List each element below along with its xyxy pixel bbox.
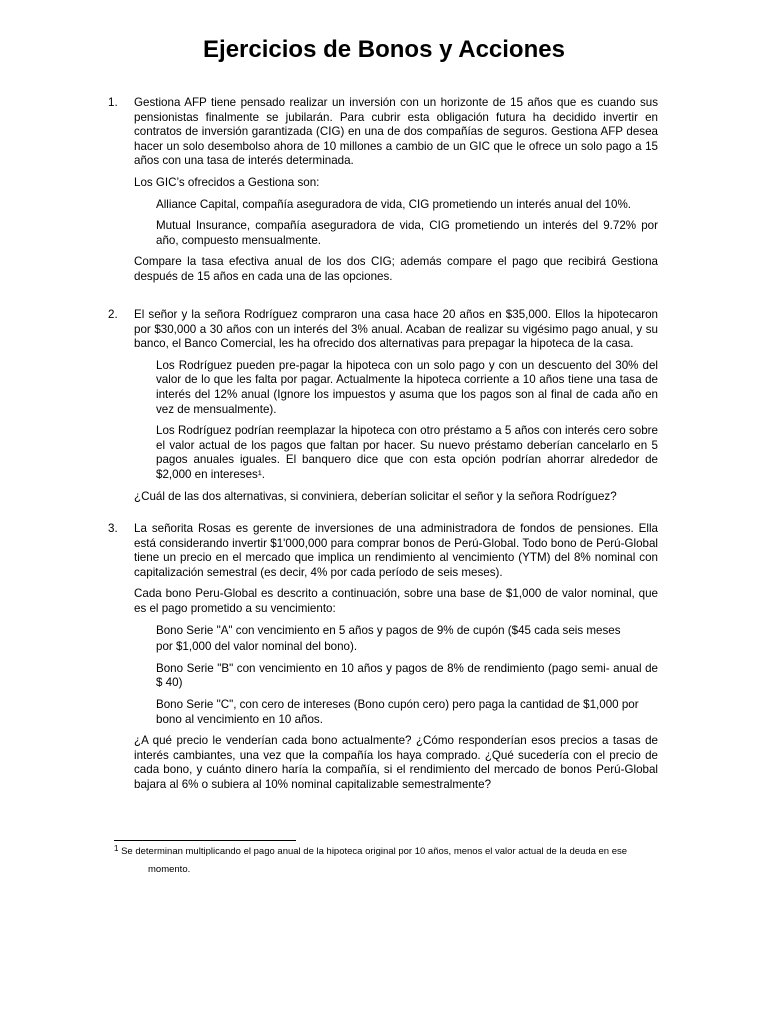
exercise-2-intro: El señor y la señora Rodríguez compraron una casa hace 20 años en $35,000. Ellos la hipotecaron por $30,000 a 30 años con un interés del 3% anual. Acaban de realizar su vigésimo pago anual, y su banco, el Banco Comercial, les ha ofrecido dos alternativas para prepagar la hipoteca de la casa. <box>134 308 658 351</box>
exercise-1-option-2: Mutual Insurance, compañía aseguradora de vida, CIG prometiendo un interés del 9.72% por año, compuesto mensualmente. <box>156 219 658 247</box>
exercise-number: 2. <box>108 308 118 321</box>
exercise-2-option-1: Los Rodríguez pueden pre-pagar la hipoteca con un solo pago y con un descuento del 30% del valor de lo que les falta por pagar. Actualmente la hipoteca corriente a 10 años tiene una tasa de interés del 12% anual (Ignore los impuestos y asuma que los pagos son al final de cada año en vez de mensualmente). <box>156 358 658 416</box>
footnote <box>114 843 674 879</box>
exercise-1-intro: Gestiona AFP tiene pensado realizar un inversión con un horizonte de 15 años que es cuando sus pensionistas finalmente se jubilarán. Para cubrir esta obligación futura ha decidido invertir en contratos de inversión garantizada (CIG) en una de dos compañías de seguros. Gestiona AFP desea hacer un solo desembolso ahora de 10 millones a cambio de un GIC que le ofrece un solo pago a 15 años con una tasa de interés determinada. <box>134 96 658 168</box>
footnote-text-line-2: momento. <box>148 864 191 875</box>
footnote-rule <box>114 840 296 841</box>
exercise-number: 1. <box>108 96 118 109</box>
exercise-2 <box>108 308 668 511</box>
exercise-1-question: Compare la tasa efectiva anual de los dos CIG; además compare el pago que recibirá Gestiona después de 15 años en cada una de las opciones. <box>134 255 658 283</box>
exercise-3-bond-a-line-1: Bono Serie "A" con vencimiento en 5 años y pagos de 9% de cupón ($45 cada seis meses <box>156 623 621 637</box>
exercise-1 <box>108 96 668 292</box>
exercise-3-bond-a-line-2: por $1,000 del valor nominal del bono). <box>156 640 358 654</box>
exercise-3-question: ¿A qué precio le venderían cada bono actualmente? ¿Cómo responderían esos precios a tasas de interés cambiantes, una vez que la compañía los haya comprado. ¿Qué sucedería con el precio de cada bono, y cuánto dinero haría la compañía, si el rendimiento del mercado de bonos Perú-Global bajara al 6% o subiera al 10% nominal capitalizable semestralmente? <box>134 734 658 791</box>
exercise-number: 3. <box>108 522 118 535</box>
footnote-marker: 1 <box>114 844 119 853</box>
exercise-3-description: Cada bono Peru-Global es descrito a continuación, sobre una base de $1,000 de valor nominal, que es el pago prometido a su vencimiento: <box>134 587 658 615</box>
exercise-2-question: ¿Cuál de las dos alternativas, si conviniera, deberían solicitar el señor y la señora Rodríguez? <box>134 489 617 503</box>
exercise-1-offered-label: Los GIC’s ofrecidos a Gestiona son: <box>134 175 320 189</box>
exercise-3-bond-c: Bono Serie "C", con cero de intereses (Bono cupón cero) pero paga la cantidad de $1,000 por bono al vencimiento en 10 años. <box>156 697 639 726</box>
exercise-1-option-1: Alliance Capital, compañía aseguradora de vida, CIG prometiendo un interés anual del 10%. <box>156 197 631 211</box>
exercise-3 <box>108 522 668 800</box>
footnote-text-line-1: Se determinan multiplicando el pago anual de la hipoteca original por 10 años, menos el valor actual de la deuda en ese <box>121 846 628 857</box>
exercise-2-option-2: Los Rodríguez podrían reemplazar la hipoteca con otro préstamo a 5 años con interés cero sobre el valor actual de los pagos que faltan por hacer. Su nuevo préstamo deberían cancelarlo en 5 pagos anuales iguales. El banquero dice que con esta opción podrían ahorrar alrededor de $2,000 en intereses¹. <box>156 424 658 481</box>
exercise-3-intro: La señorita Rosas es gerente de inversiones de una administradora de fondos de pensiones. Ella está considerando invertir $1'000,000 para comprar bonos de Perú-Global. Todo bono de Perú-Global tiene un precio en el mercado que implica un rendimiento al vencimiento (YTM) del 8% nominal con capitalización semestral (es decir, 4% por cada período de seis meses). <box>134 522 658 579</box>
page-title: Ejercicios de Bonos y Acciones <box>203 36 565 63</box>
exercise-3-bond-b: Bono Serie "B" con vencimiento en 10 años y pagos de 8% de rendimiento (pago semi- anual de $ 40) <box>156 661 658 690</box>
